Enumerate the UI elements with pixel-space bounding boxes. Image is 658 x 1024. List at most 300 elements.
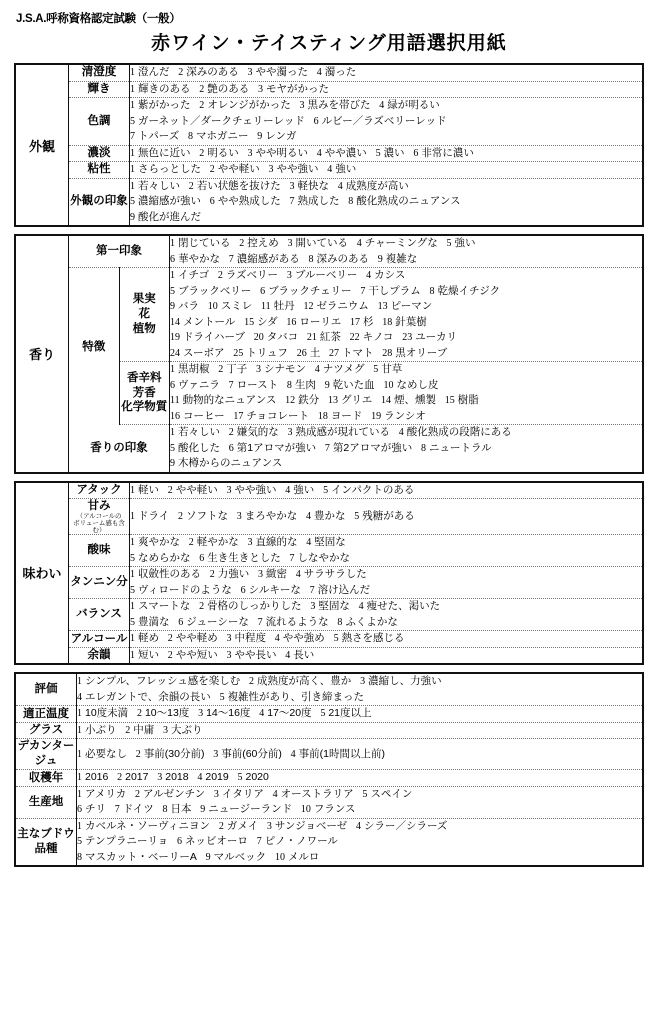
option-item[interactable] <box>170 409 225 425</box>
option-item[interactable] <box>360 284 420 300</box>
option-label: ガメイ <box>226 819 259 832</box>
option-item[interactable] <box>267 819 347 835</box>
option-item[interactable] <box>260 284 351 300</box>
option-label: ブラックチェリー <box>268 284 352 297</box>
option-item[interactable] <box>288 236 349 252</box>
table-row <box>16 567 642 599</box>
row-label-line: 輝き <box>87 82 111 95</box>
option-item[interactable] <box>136 747 205 763</box>
option-item[interactable] <box>334 631 405 647</box>
table-row <box>16 647 642 663</box>
aroma-feature-label: 特徴 <box>69 268 120 425</box>
option-item[interactable] <box>290 194 340 210</box>
row-label-line: 適正温度 <box>23 707 69 720</box>
option-item[interactable] <box>213 747 282 763</box>
option-label: 嫌気的な <box>236 426 279 438</box>
row-label-line: 収穫年 <box>28 771 64 784</box>
option-item[interactable] <box>307 330 341 346</box>
option-label: 中程度 <box>234 632 267 645</box>
option-item[interactable] <box>168 631 218 647</box>
option-label: イタリア <box>221 787 264 800</box>
option-item[interactable] <box>170 378 220 394</box>
option-item[interactable] <box>290 179 330 195</box>
option-number: 2 <box>125 724 131 736</box>
option-gap <box>277 649 286 661</box>
option-number: 18 <box>382 316 393 328</box>
option-line <box>130 615 642 631</box>
option-item[interactable] <box>130 648 159 664</box>
option-item[interactable] <box>399 425 512 441</box>
row-label-line: 甘み <box>87 500 111 512</box>
option-item[interactable] <box>248 146 309 162</box>
option-item[interactable] <box>227 483 277 499</box>
option-gap <box>371 99 380 111</box>
option-gap <box>191 552 200 564</box>
option-label: 酸化が進んだ <box>138 210 201 223</box>
option-item[interactable] <box>130 599 190 615</box>
option-gap <box>248 835 257 847</box>
option-item[interactable] <box>130 129 179 145</box>
option-item[interactable] <box>130 509 169 525</box>
option-item[interactable] <box>373 362 402 378</box>
option-item[interactable] <box>337 615 398 631</box>
option-item[interactable] <box>379 98 440 114</box>
option-item[interactable] <box>317 146 367 162</box>
option-number: 3 <box>268 164 274 175</box>
option-item[interactable] <box>303 299 368 315</box>
option-number: 3 <box>286 270 292 281</box>
option-label: 明るい <box>207 146 239 159</box>
option-gap <box>192 803 201 815</box>
option-item[interactable] <box>296 567 367 583</box>
row-label <box>69 567 130 599</box>
option-item[interactable] <box>286 315 341 331</box>
option-gap <box>373 347 382 359</box>
option-item[interactable] <box>115 802 154 818</box>
option-item[interactable] <box>273 787 354 803</box>
option-number: 12 <box>303 301 314 312</box>
option-item[interactable] <box>275 631 325 647</box>
option-line <box>77 706 642 722</box>
option-item[interactable] <box>170 346 224 362</box>
option-number: 2 <box>199 83 205 95</box>
option-item[interactable] <box>229 425 279 441</box>
option-number: 1 <box>130 100 135 111</box>
option-item[interactable] <box>219 819 258 835</box>
table-row <box>16 81 642 98</box>
option-item[interactable] <box>306 535 346 551</box>
option-item[interactable] <box>170 456 282 472</box>
option-label: メルロ <box>287 850 320 863</box>
option-item[interactable] <box>117 770 148 786</box>
option-item[interactable] <box>77 723 117 739</box>
option-item[interactable] <box>445 393 479 409</box>
option-item[interactable] <box>429 284 500 300</box>
option-item[interactable] <box>163 723 203 739</box>
option-item[interactable] <box>227 631 267 647</box>
option-number: 1 <box>130 147 135 159</box>
option-item[interactable] <box>233 409 309 425</box>
option-item[interactable] <box>328 393 372 409</box>
option-item[interactable] <box>189 535 239 551</box>
option-gap <box>340 195 349 207</box>
option-item[interactable] <box>77 802 106 818</box>
option-item[interactable] <box>210 567 250 583</box>
option-item[interactable] <box>157 770 188 786</box>
option-label: フランス <box>313 803 356 816</box>
option-number: 5 <box>130 552 135 564</box>
option-item[interactable] <box>315 362 365 378</box>
row-label-text <box>69 441 169 456</box>
option-item[interactable] <box>290 551 351 567</box>
option-item[interactable] <box>130 114 305 130</box>
row-label-text <box>16 739 76 769</box>
option-number: 23 <box>402 332 413 343</box>
option-item[interactable] <box>200 802 292 818</box>
option-gap <box>301 584 310 596</box>
option-item[interactable] <box>130 583 232 599</box>
option-number: 5 <box>130 616 135 628</box>
option-item[interactable] <box>170 236 231 252</box>
option-item[interactable] <box>413 146 474 162</box>
taste-body <box>16 483 642 664</box>
option-item[interactable] <box>382 315 427 331</box>
option-item[interactable] <box>285 483 314 499</box>
option-item[interactable] <box>317 65 357 81</box>
option-item[interactable] <box>350 315 374 331</box>
option-number: 1 <box>77 820 82 832</box>
option-item[interactable] <box>125 723 154 739</box>
option-item[interactable] <box>356 819 447 835</box>
option-number: 6 <box>77 804 82 816</box>
option-item[interactable] <box>163 802 192 818</box>
option-item[interactable] <box>275 850 320 866</box>
table-row <box>16 722 642 739</box>
option-item[interactable] <box>327 162 356 178</box>
option-item[interactable] <box>241 583 301 599</box>
option-label: ヨード <box>330 409 363 422</box>
option-number: 10 <box>383 379 394 391</box>
option-item[interactable] <box>199 98 290 114</box>
option-label: 大ぶり <box>171 723 203 736</box>
option-item[interactable] <box>237 509 298 525</box>
option-item[interactable] <box>366 268 405 284</box>
option-line <box>77 802 642 818</box>
option-item[interactable] <box>130 98 191 114</box>
option-item[interactable] <box>170 330 245 346</box>
option-item[interactable] <box>269 162 319 178</box>
option-item[interactable] <box>77 787 126 803</box>
option-item[interactable] <box>350 330 394 346</box>
option-item[interactable] <box>170 441 220 457</box>
option-gap <box>228 510 237 522</box>
option-item[interactable] <box>218 362 247 378</box>
option-item[interactable] <box>178 615 249 631</box>
option-item[interactable] <box>178 65 239 81</box>
option-item[interactable] <box>447 236 476 252</box>
option-item[interactable] <box>248 535 298 551</box>
option-label: タバコ <box>266 331 299 343</box>
option-item[interactable] <box>170 252 220 268</box>
option-item[interactable] <box>229 378 278 394</box>
option-item[interactable] <box>130 567 201 583</box>
option-item[interactable] <box>309 252 370 268</box>
aroma-body <box>16 236 642 472</box>
option-number: 4 <box>355 820 361 832</box>
option-line <box>170 425 642 441</box>
option-item[interactable] <box>220 690 365 706</box>
option-number: 17 <box>349 316 360 328</box>
option-label: 事前(1時間以上前) <box>298 747 386 760</box>
option-label: 濁った <box>324 66 357 78</box>
option-label: シラー／シラーズ <box>363 819 448 832</box>
option-item[interactable] <box>170 268 209 284</box>
option-item[interactable] <box>257 834 338 850</box>
option-item[interactable] <box>402 330 457 346</box>
option-gap <box>314 484 323 496</box>
option-gap <box>309 410 318 422</box>
option-number: 14 <box>381 395 391 406</box>
option-item[interactable] <box>257 129 296 145</box>
option-item[interactable] <box>77 834 168 850</box>
option-item[interactable] <box>130 483 159 499</box>
option-label: 深みのある <box>316 252 370 265</box>
option-item[interactable] <box>130 82 191 98</box>
option-item[interactable] <box>229 252 300 268</box>
option-item[interactable] <box>170 362 210 378</box>
option-item[interactable] <box>77 770 108 786</box>
option-number: 11 <box>261 301 271 312</box>
option-label: やや濃い <box>324 146 367 159</box>
option-item[interactable] <box>130 210 201 226</box>
option-item[interactable] <box>325 378 375 394</box>
option-item[interactable] <box>227 648 277 664</box>
option-item[interactable] <box>323 483 414 499</box>
option-item[interactable] <box>168 483 218 499</box>
option-item[interactable] <box>301 802 356 818</box>
option-item[interactable] <box>199 551 281 567</box>
option-item[interactable] <box>208 299 253 315</box>
option-item[interactable] <box>371 409 426 425</box>
option-item[interactable] <box>378 252 418 268</box>
option-item[interactable] <box>198 706 250 722</box>
option-gap <box>170 616 179 628</box>
option-number: 13 <box>377 301 388 312</box>
option-line <box>130 162 642 178</box>
row-label-line: 酸味 <box>87 544 111 557</box>
option-item[interactable] <box>135 787 205 803</box>
option-item[interactable] <box>218 268 278 284</box>
option-gap <box>369 253 378 265</box>
option-gap <box>372 394 381 406</box>
option-number: 7 <box>114 804 120 816</box>
option-item[interactable] <box>360 674 442 690</box>
option-gap <box>179 130 188 142</box>
option-item[interactable] <box>249 674 351 690</box>
option-item[interactable] <box>288 425 391 441</box>
option-number: 2 <box>218 364 224 375</box>
option-item[interactable] <box>362 787 412 803</box>
option-label: ブルーベリー <box>294 269 358 281</box>
option-item[interactable] <box>239 236 279 252</box>
option-gap <box>312 707 321 719</box>
table-row <box>16 599 642 631</box>
option-number: 2 <box>188 537 194 549</box>
option-item[interactable] <box>254 330 298 346</box>
option-item[interactable] <box>77 690 211 706</box>
option-item[interactable] <box>306 509 346 525</box>
option-item[interactable] <box>348 194 460 210</box>
option-item[interactable] <box>229 441 316 457</box>
table-row <box>16 631 642 648</box>
section-evaluation <box>14 672 644 867</box>
option-item[interactable] <box>130 551 191 567</box>
option-item[interactable] <box>258 82 329 98</box>
option-number: 3 <box>163 724 169 736</box>
option-item[interactable] <box>77 706 128 722</box>
option-number: 7 <box>309 584 315 596</box>
option-item[interactable] <box>310 599 350 615</box>
option-item[interactable] <box>248 65 309 81</box>
option-group <box>130 567 643 599</box>
option-number: 4 <box>306 537 312 549</box>
option-item[interactable] <box>214 787 264 803</box>
option-number: 1 <box>130 510 135 522</box>
option-item[interactable] <box>354 509 415 525</box>
option-item[interactable] <box>177 834 248 850</box>
option-item[interactable] <box>320 706 371 722</box>
option-gap <box>229 771 238 783</box>
option-item[interactable] <box>130 631 159 647</box>
option-item[interactable] <box>199 82 249 98</box>
option-item[interactable] <box>310 583 371 599</box>
option-item[interactable] <box>210 194 281 210</box>
option-item[interactable] <box>130 615 170 631</box>
option-item[interactable] <box>378 299 433 315</box>
option-item[interactable] <box>421 441 492 457</box>
option-item[interactable] <box>170 315 235 331</box>
option-group <box>77 770 643 787</box>
option-label: 黒オリーブ <box>395 346 448 359</box>
option-line <box>130 129 642 145</box>
option-gap <box>291 99 300 111</box>
option-gap <box>159 632 168 644</box>
option-item[interactable] <box>210 162 260 178</box>
option-item[interactable] <box>259 706 311 722</box>
option-gap <box>170 66 179 78</box>
option-item[interactable] <box>338 179 409 195</box>
option-item[interactable] <box>189 179 281 195</box>
option-item[interactable] <box>168 648 218 664</box>
option-gap <box>281 195 290 207</box>
option-item[interactable] <box>77 819 210 835</box>
option-gap <box>127 748 136 760</box>
option-item[interactable] <box>291 747 385 763</box>
option-item[interactable] <box>137 706 189 722</box>
option-gap <box>201 163 210 175</box>
option-label: キノコ <box>362 331 394 343</box>
option-gap <box>218 632 227 644</box>
option-number: 5 <box>375 147 381 159</box>
option-number: 9 <box>170 458 175 469</box>
option-item[interactable] <box>376 146 405 162</box>
option-gap <box>108 771 117 783</box>
option-item[interactable] <box>359 599 441 615</box>
option-item[interactable] <box>77 747 127 763</box>
option-item[interactable] <box>297 346 321 362</box>
option-label: 緑が明るい <box>387 99 440 111</box>
option-item[interactable] <box>383 378 438 394</box>
row-label-text <box>69 146 129 161</box>
option-group <box>77 739 643 770</box>
option-item[interactable] <box>287 378 316 394</box>
option-label: 豊満な <box>138 615 170 628</box>
option-item[interactable] <box>170 284 251 300</box>
option-item[interactable] <box>170 299 199 315</box>
option-item[interactable] <box>285 648 314 664</box>
option-item[interactable] <box>238 770 269 786</box>
option-label: まろやかな <box>244 509 298 522</box>
option-gap <box>341 331 350 343</box>
option-item[interactable] <box>130 179 180 195</box>
option-item[interactable] <box>199 599 302 615</box>
option-number: 9 <box>324 379 330 391</box>
option-item[interactable] <box>329 346 374 362</box>
option-item[interactable] <box>244 315 278 331</box>
option-gap <box>245 331 254 343</box>
option-item[interactable] <box>318 409 363 425</box>
option-item[interactable] <box>206 850 267 866</box>
option-item[interactable] <box>300 98 371 114</box>
option-item[interactable] <box>261 299 295 315</box>
row-label <box>69 499 130 535</box>
option-group <box>130 145 643 162</box>
option-item[interactable] <box>314 114 447 130</box>
option-item[interactable] <box>130 65 170 81</box>
option-item[interactable] <box>287 268 358 284</box>
option-item[interactable] <box>382 346 447 362</box>
option-item[interactable] <box>170 393 276 409</box>
option-item[interactable] <box>285 393 319 409</box>
option-item[interactable] <box>130 194 201 210</box>
option-label: 軽め <box>138 632 159 645</box>
section-appearance <box>14 63 644 227</box>
option-item[interactable] <box>233 346 288 362</box>
option-item[interactable] <box>325 441 412 457</box>
option-gap <box>345 510 354 522</box>
option-item[interactable] <box>199 146 239 162</box>
option-item[interactable] <box>130 535 180 551</box>
option-item[interactable] <box>258 615 329 631</box>
option-item[interactable] <box>258 567 287 583</box>
option-item[interactable] <box>188 129 249 145</box>
option-item[interactable] <box>381 393 436 409</box>
option-item[interactable] <box>170 425 220 441</box>
row-label <box>69 425 170 472</box>
option-label: 華やかな <box>178 252 220 265</box>
option-label: ヴァニラ <box>178 378 220 391</box>
option-item[interactable] <box>197 770 228 786</box>
option-number: 4 <box>305 510 311 522</box>
option-item[interactable] <box>77 850 197 866</box>
option-item[interactable] <box>130 146 191 162</box>
option-number: 3 <box>226 484 232 496</box>
option-item[interactable] <box>256 362 306 378</box>
option-item[interactable] <box>130 162 201 178</box>
option-item[interactable] <box>357 236 438 252</box>
option-item[interactable] <box>77 674 240 690</box>
option-item[interactable] <box>178 509 228 525</box>
